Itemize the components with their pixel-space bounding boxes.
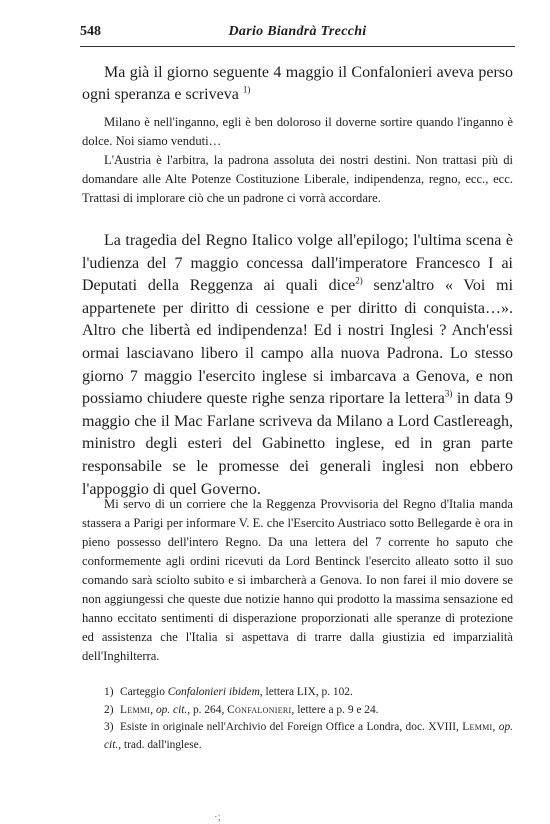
body-text-2: senz'altro « Voi mi appartenete per diritto di cessione e per diritto di conquista…». Altro che libertà ed indipendenza! Ed i nostri Inglesi ? Anch'essi ormai lasciavano libero il campo alla nuova Padrona. Lo stesso giorno 7 maggio l'esercito inglese si imbarcava a Genova, e non possiamo chiudere queste righe senza riportare la lettera <box>82 277 514 408</box>
footnote-1: 1) Carteggio Confalonieri ibidem, lettera LIX, p. 102. <box>82 684 513 702</box>
intro-text: Ma già il giorno seguente 4 maggio il Confalonieri aveva perso ogni speranza e scriveva <box>82 64 513 103</box>
body-text-3: in data 9 maggio che il Mac Farlane scriveva da Milano a Lord Castlereagh, ministro degli esteri del Gabinetto inglese, ed in gran parte responsabile se le promesse dei generali inglesi non ebbero l'appoggio di quel Governo. <box>82 390 513 498</box>
note-ref-2: 2) <box>355 275 363 286</box>
body-text-1: La tragedia del Regno Italico volge all'epilogo; l'ultima scena è l'udienza del 7 maggio concessa dall'imperatore Francesco I ai Deputati della Reggenza ai quali dice <box>82 232 513 295</box>
quote-confalonieri <box>82 113 513 208</box>
running-head: Dario Biandrà Trecchi <box>228 24 367 39</box>
footnote-2: 2) Lemmi, op. cit., p. 264, Confalonieri, lettere a p. 9 e 24. <box>82 702 513 720</box>
main-paragraph <box>82 230 513 501</box>
quote-paragraph: Milano è nell'inganno, egli è ben doloroso il doverne sortire quando l'inganno è dolce. Noi siamo venduti… <box>82 115 513 148</box>
footnote-2-ref: 2) <box>104 703 114 716</box>
quote-paragraph: L'Austria è l'arbitra, la padrona assoluta dei nostri destini. Non trattasi più di domandare alle Alte Potenze Costituzione Liberale, indipendenza, regno, ecc., ecc. Trattasi di implorare ciò che un padrone ci vorrà accordare. <box>82 153 513 205</box>
bottom-mark: ·; <box>214 811 221 823</box>
header-rule <box>80 46 515 47</box>
note-ref-1: 1) <box>242 84 251 95</box>
page-header <box>80 24 515 46</box>
note-ref-3: 3) <box>444 388 453 399</box>
footnote-3: 3) Esiste in originale nell'Archivio del Foreign Office a Londra, doc. XVIII, Lemmi, op. cit., trad. dall'inglese. <box>104 721 513 751</box>
intro-paragraph <box>82 62 513 106</box>
footnote-3-ref: 3) <box>104 721 114 733</box>
footnotes <box>82 684 513 754</box>
footnote-1-ref: 1) <box>104 686 114 698</box>
letter-text: Mi servo di un corriere che la Reggenza Provvisoria del Regno d'Italia manda stassera a Parigi per informare V. E. che l'Esercito Austriaco sotto Bellegarde è ora in pieno possesso dell'intero Regno. Da una lettera del 7 corrente ho saputo che conformemente agli ordini ricevuti da Lord Bentinck l'esercito alleato sotto il suo comando sarà sciolto subito e si imbarcherà a Genova. Io non farei il mio dovere se non aggiungessi che queste due notizie hanno qui prodotto la massima sensazione ed hanno eccitato sentimenti di disperazione proporzionati alle speranze di protezione ed assistenza che l'Italia si aspettava di trarre dalla giustizia ed imparzialità dell'Inghilterra. <box>82 497 513 663</box>
quote-letter <box>82 495 513 666</box>
page-number: 548 <box>80 24 101 39</box>
